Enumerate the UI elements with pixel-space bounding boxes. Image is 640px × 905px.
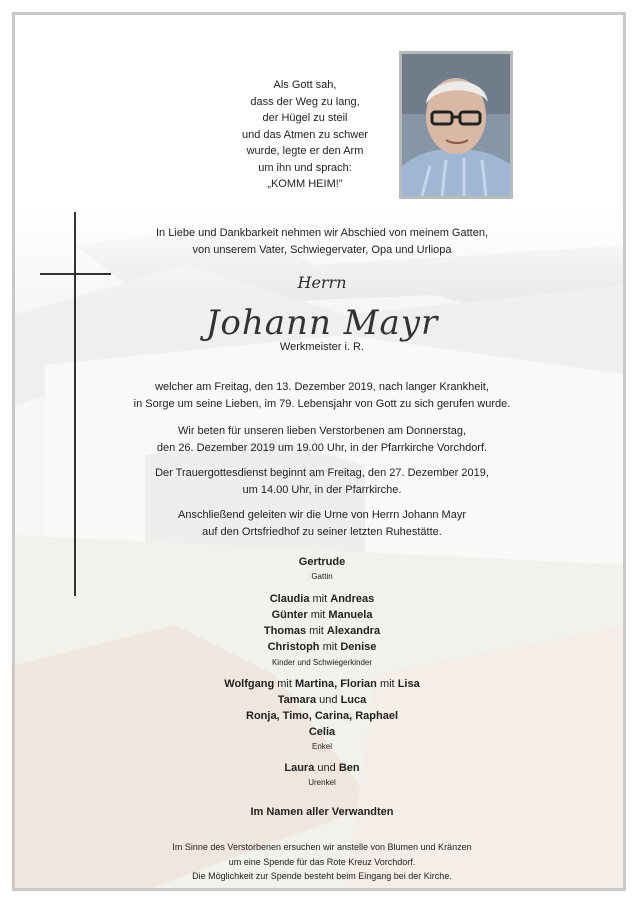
great-grandchildren-role: Urenkel [308, 778, 336, 787]
paragraph-line: welcher am Freitag, den 13. Dezember 2019, nach langer Krankheit, [155, 381, 489, 393]
joiner: mit [310, 609, 326, 621]
joiner: mit [322, 641, 338, 653]
paragraph-line: Der Trauergottesdienst beginnt am Freitag, den 27. Dezember 2019, [155, 467, 489, 479]
joiner: mit [277, 678, 292, 690]
donation-note [15, 840, 626, 884]
joiner: und [317, 762, 336, 774]
intro-line: von unserem Vater, Schwiegervater, Opa und Urliopa [192, 244, 452, 256]
joiner: und [319, 694, 338, 706]
salutation: Herrn [297, 273, 347, 292]
intro-line: In Liebe und Dankbarkeit nehmen wir Abschied von meinem Gatten, [155, 227, 489, 239]
paragraph-line: Wir beten für unseren lieben Verstorbenen am Donnerstag, [178, 425, 466, 437]
death-announcement [15, 379, 626, 413]
grandchild-name: Wolfgang [224, 678, 275, 690]
footer-line: Im Sinne des Verstorbenen ersuchen wir anstelle von Blumen und Kränzen [172, 842, 472, 852]
child-row [15, 609, 626, 621]
grandchildren-row: Ronja, Timo, Carina, Raphael [246, 710, 398, 722]
child-name: Claudia [269, 593, 310, 605]
partner-name: Denise [340, 641, 377, 653]
obituary-card [12, 12, 626, 891]
paragraph-line: in Sorge um seine Lieben, im 79. Lebensjahr von Gott zu sich gerufen wurde. [133, 398, 511, 410]
child-row [15, 625, 626, 637]
poem [185, 77, 425, 193]
footer-line: um eine Spende für das Rote Kreuz Vorchdorf. [228, 856, 416, 867]
portrait-image [402, 54, 510, 196]
children-role: Kinder und Schwiegerkinder [271, 658, 373, 667]
poem-line: dass der Weg zu lang, [250, 95, 360, 108]
portrait-photo [399, 51, 513, 199]
partner-name: Andreas [330, 593, 375, 605]
funeral-service-announcement [15, 465, 626, 499]
poem-line: Als Gott sah, [273, 79, 337, 91]
child-name: Günter [271, 609, 308, 621]
paragraph-line: den 26. Dezember 2019 um 19.00 Uhr, in der Pfarrkirche Vorchdorf. [156, 442, 488, 454]
great-grandchildren-row [15, 762, 626, 774]
grandchild-name: Tamara [277, 694, 317, 706]
grandchild-name: Martina, Florian [294, 678, 377, 690]
great-grandchild-name: Ben [338, 762, 360, 774]
grandchild-name: Lisa [397, 678, 420, 690]
poem-line: wurde, legte er den Arm [246, 145, 364, 157]
paragraph-line: auf den Ortsfriedhof zu seiner letzten Ruhestätte. [202, 526, 442, 538]
grandchildren-role: Enkel [311, 742, 332, 751]
child-row [15, 593, 626, 605]
paragraph-line: um 14.00 Uhr, in der Pfarrkirche. [242, 484, 402, 496]
intro-text [15, 225, 626, 259]
grandchildren-row [15, 678, 626, 690]
joiner: mit [309, 625, 324, 637]
prayer-announcement [15, 423, 626, 457]
child-row [15, 641, 626, 653]
joiner: mit [312, 593, 328, 605]
child-name: Christoph [267, 641, 320, 653]
paragraph-line: Anschließend geleiten wir die Urne von Herrn Johann Mayr [178, 509, 466, 521]
deceased-name: Johann Mayr [205, 303, 439, 343]
grandchildren-row [15, 694, 626, 706]
footer-line: Die Möglichkeit zur Spende besteht beim Eingang bei der Kirche. [192, 871, 452, 881]
burial-announcement [15, 507, 626, 541]
partner-name: Manuela [328, 609, 373, 621]
great-grandchild-name: Laura [284, 762, 315, 774]
grandchildren-row: Celia [308, 726, 336, 738]
deceased-title: Werkmeister i. R. [279, 341, 365, 353]
grandchild-name: Luca [340, 694, 367, 706]
partner-name: Alexandra [326, 625, 381, 637]
poem-line: und das Atmen zu schwer [242, 128, 368, 141]
poem-line: um ihn und sprach: [258, 161, 352, 174]
poem-line: der Hügel zu steil [262, 112, 348, 124]
spouse-name: Gertrude [298, 556, 346, 568]
poem-line: „KOMM HEIM!" [267, 178, 343, 190]
spouse-role: Gattin [311, 572, 333, 581]
closing-line: Im Namen aller Verwandten [250, 806, 394, 818]
joiner: mit [379, 678, 395, 690]
child-name: Thomas [263, 625, 307, 637]
